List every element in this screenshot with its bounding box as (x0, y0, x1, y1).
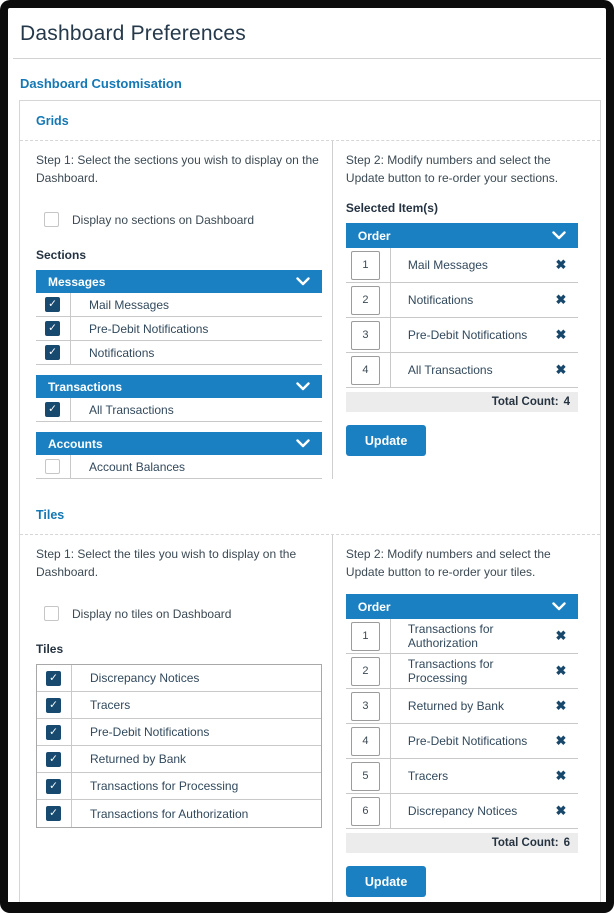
grids-order-header-label: Order (357, 228, 391, 243)
grids-total-count-bar (346, 392, 578, 412)
order-item-label: Transactions for Processing (390, 654, 544, 688)
order-item-label: Transactions for Authorization (390, 619, 544, 653)
grids-step2-column (332, 141, 584, 479)
remove-item-button[interactable] (554, 291, 569, 308)
remove-icon: ✖ (555, 803, 567, 819)
order-number-input[interactable] (351, 692, 380, 721)
remove-item-button[interactable] (554, 627, 569, 644)
check-icon: ✓ (49, 671, 58, 684)
page-title: Dashboard Preferences (20, 22, 246, 45)
tiles-section-title: Tiles (36, 508, 65, 522)
tile-item-row (37, 773, 321, 800)
section-item-label: Account Balances (70, 455, 322, 478)
remove-item-button[interactable] (554, 326, 569, 343)
remove-icon: ✖ (555, 628, 567, 644)
section-item-label: All Transactions (70, 398, 322, 421)
tile-item-checkbox[interactable] (46, 698, 61, 713)
grids-step2-text: Step 2: Modify numbers and select the Update button to re-order your sections. (345, 153, 559, 185)
order-item-label: Notifications (390, 283, 544, 317)
tile-item-label: Transactions for Processing (71, 773, 321, 799)
tile-item-checkbox[interactable] (46, 779, 61, 794)
order-number-input[interactable] (351, 251, 380, 280)
selected-items-label: Selected Item(s) (345, 201, 438, 215)
grids-section (20, 101, 600, 495)
display-no-tiles-label: Display no tiles on Dashboard (72, 606, 232, 621)
order-item-label: Mail Messages (390, 248, 544, 282)
remove-icon: ✖ (555, 733, 567, 749)
total-count-label: Total Count: (491, 396, 559, 408)
order-item-row (346, 619, 578, 654)
section-group (36, 375, 322, 422)
order-item-label: All Transactions (390, 353, 544, 387)
order-number-input[interactable] (351, 622, 380, 651)
order-number-input[interactable] (351, 321, 380, 350)
display-no-sections-label: Display no sections on Dashboard (72, 212, 255, 227)
section-group-rows (36, 293, 322, 365)
tile-item-row (37, 800, 321, 827)
tiles-step1-text: Step 1: Select the tiles you wish to display on the Dashboard. (36, 547, 297, 579)
order-item-row (346, 654, 578, 689)
section-group (36, 432, 322, 479)
grids-update-button[interactable]: Update (346, 425, 426, 456)
tiles-total-count-bar (346, 833, 578, 853)
tile-item-row (37, 746, 321, 773)
section-item-checkbox[interactable] (45, 402, 60, 417)
section-group-header-label: Messages (48, 274, 106, 289)
tile-item-label: Tracers (71, 692, 321, 718)
title-divider (13, 58, 601, 59)
section-item-checkbox[interactable] (45, 297, 60, 312)
remove-item-button[interactable] (554, 697, 569, 714)
order-item-label: Tracers (390, 759, 544, 793)
tiles-step2-text: Step 2: Modify numbers and select the Update button to re-order your tiles. (345, 547, 551, 579)
section-item-row (36, 293, 322, 317)
sections-list-label: Sections (36, 248, 87, 262)
tile-item-row (37, 692, 321, 719)
remove-item-button[interactable] (554, 802, 569, 819)
order-number-input[interactable] (351, 727, 380, 756)
tile-item-label: Transactions for Authorization (71, 800, 321, 827)
tiles-order-table (346, 594, 578, 853)
section-group-rows (36, 398, 322, 422)
remove-item-button[interactable] (554, 361, 569, 378)
check-icon: ✓ (49, 698, 58, 711)
order-item-row (346, 759, 578, 794)
tile-item-checkbox[interactable] (46, 752, 61, 767)
remove-icon: ✖ (555, 327, 567, 343)
grids-order-rows (346, 248, 578, 388)
order-item-label: Pre-Debit Notifications (390, 724, 544, 758)
tiles-order-header-label: Order (357, 599, 391, 614)
tile-item-checkbox[interactable] (46, 671, 61, 686)
order-item-label: Pre-Debit Notifications (390, 318, 544, 352)
order-item-row (346, 724, 578, 759)
chevron-down-icon (296, 277, 310, 286)
section-group (36, 270, 322, 365)
section-item-checkbox[interactable] (45, 321, 60, 336)
tiles-list (36, 664, 322, 828)
order-item-row (346, 794, 578, 829)
section-item-row (36, 341, 322, 365)
tile-item-checkbox[interactable] (46, 725, 61, 740)
grids-order-header[interactable] (346, 223, 578, 248)
order-number-input[interactable] (351, 286, 380, 315)
remove-item-button[interactable] (554, 662, 569, 679)
order-item-row (346, 353, 578, 388)
sections-list (36, 270, 322, 479)
section-item-row (36, 398, 322, 422)
check-icon: ✓ (48, 403, 57, 416)
order-item-row (346, 248, 578, 283)
tiles-list-label: Tiles (36, 642, 64, 656)
order-item-row (346, 318, 578, 353)
remove-icon: ✖ (555, 698, 567, 714)
order-number-input[interactable] (351, 657, 380, 686)
check-icon: ✓ (49, 779, 58, 792)
remove-item-button[interactable] (554, 732, 569, 749)
grids-step1-column (36, 141, 332, 479)
remove-icon: ✖ (555, 663, 567, 679)
check-icon: ✓ (48, 322, 57, 335)
customisation-heading: Dashboard Customisation (20, 76, 182, 91)
chevron-down-icon (296, 439, 310, 448)
display-no-sections-checkbox[interactable] (44, 212, 59, 227)
total-count-value: 4 (563, 396, 570, 408)
display-no-tiles-checkbox[interactable] (44, 606, 59, 621)
section-group-header[interactable] (36, 270, 322, 293)
section-item-label: Mail Messages (70, 293, 322, 316)
order-item-row (346, 283, 578, 318)
display-no-sections-option[interactable] (36, 212, 322, 227)
remove-item-button[interactable] (554, 256, 569, 273)
remove-icon: ✖ (555, 292, 567, 308)
chevron-down-icon (296, 382, 310, 391)
grids-step1-text: Step 1: Select the sections you wish to display on the Dashboard. (36, 153, 319, 185)
total-count-label: Total Count: (491, 837, 559, 849)
chevron-down-icon (552, 602, 566, 611)
section-group-header-label: Accounts (48, 436, 103, 451)
order-number-input[interactable] (351, 797, 380, 826)
total-count-value: 6 (563, 837, 570, 849)
check-icon: ✓ (48, 346, 57, 359)
tile-item-row (37, 719, 321, 746)
chevron-down-icon (552, 231, 566, 240)
tiles-section (20, 495, 600, 913)
tile-item-label: Returned by Bank (71, 746, 321, 772)
grids-order-table (346, 223, 578, 412)
section-group-rows (36, 455, 322, 479)
section-group-header-label: Transactions (48, 379, 123, 394)
remove-icon: ✖ (555, 257, 567, 273)
tiles-step1-column (36, 535, 332, 911)
tiles-step2-column (332, 535, 584, 911)
display-no-tiles-option[interactable] (36, 606, 322, 621)
order-item-label: Returned by Bank (390, 689, 544, 723)
order-item-label: Discrepancy Notices (390, 794, 544, 828)
section-group-header[interactable] (36, 375, 322, 398)
tile-item-label: Pre-Debit Notifications (71, 719, 321, 745)
tile-item-checkbox[interactable] (46, 806, 61, 821)
section-item-label: Pre-Debit Notifications (70, 317, 322, 340)
check-icon: ✓ (49, 725, 58, 738)
check-icon: ✓ (49, 752, 58, 765)
remove-item-button[interactable] (554, 767, 569, 784)
tiles-order-header[interactable] (346, 594, 578, 619)
tile-item-label: Discrepancy Notices (71, 665, 321, 691)
order-item-row (346, 689, 578, 724)
tiles-update-button[interactable]: Update (346, 866, 426, 897)
check-icon: ✓ (48, 298, 57, 311)
order-number-input[interactable] (351, 356, 380, 385)
grids-section-title: Grids (36, 114, 69, 128)
section-group-header[interactable] (36, 432, 322, 455)
section-item-row (36, 455, 322, 479)
preferences-panel (19, 100, 601, 913)
check-icon: ✓ (49, 807, 58, 820)
section-item-checkbox[interactable] (45, 459, 60, 474)
tiles-order-rows (346, 619, 578, 829)
remove-icon: ✖ (555, 768, 567, 784)
section-item-checkbox[interactable] (45, 345, 60, 360)
section-item-label: Notifications (70, 341, 322, 364)
order-number-input[interactable] (351, 762, 380, 791)
section-item-row (36, 317, 322, 341)
tile-item-row (37, 665, 321, 692)
remove-icon: ✖ (555, 362, 567, 378)
